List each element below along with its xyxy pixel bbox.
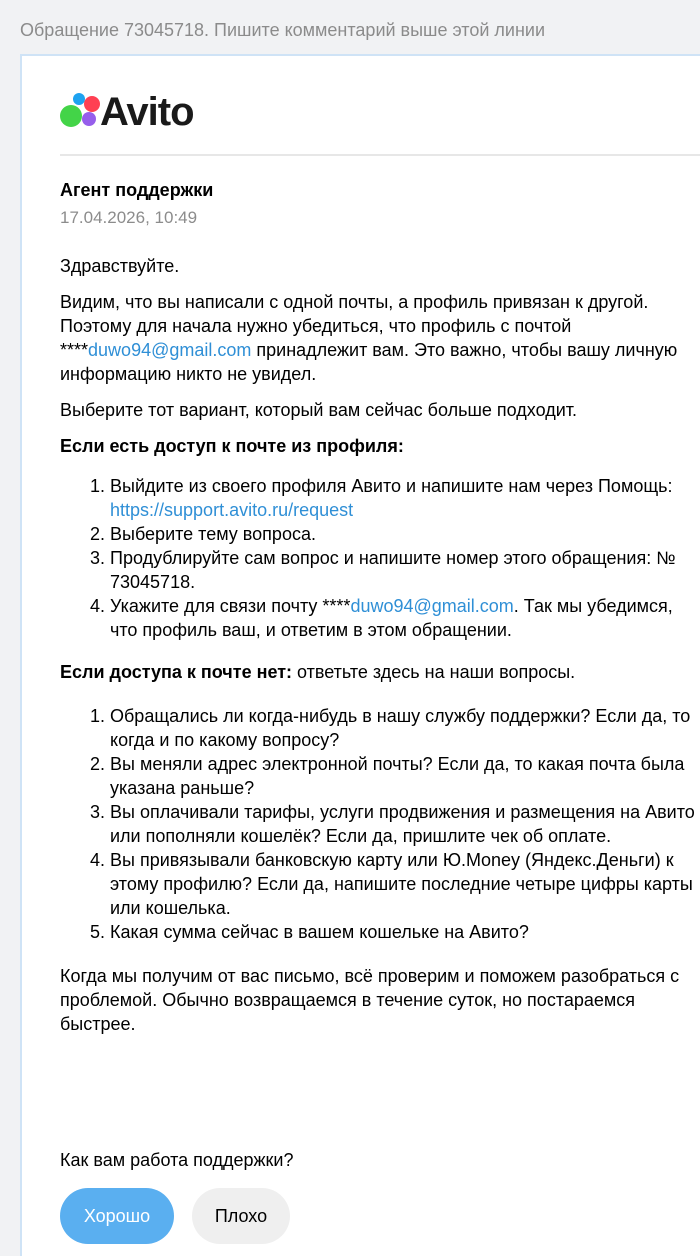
email-link[interactable]: duwo94@gmail.com — [88, 340, 252, 360]
section-2-list — [60, 704, 700, 944]
reply-line — [0, 0, 700, 56]
closing-paragraph: Когда мы получим от вас письмо, всё проверим и поможем разобраться с проблемой. Обычно возвращаемся в течение суток, но постараемся быстрее. — [60, 966, 680, 1034]
support-link[interactable]: https://support.avito.ru/request — [110, 500, 354, 520]
list-item: 3. Вы оплачивали тарифы, услуги продвижения и размещения на Авито или пополняли кошелёк? Если да, пришлите чек об оплате. — [110, 800, 700, 848]
reply-line-text: Обращение 73045718. Пишите комментарий выше этой линии — [20, 20, 546, 40]
paragraph-2: Выберите тот вариант, который вам сейчас больше подходит. — [60, 400, 578, 420]
bad-button[interactable]: Плохо — [192, 1188, 290, 1244]
list-item: 2. Выберите тему вопроса. — [110, 522, 700, 546]
email-link[interactable]: duwo94@gmail.com — [350, 596, 514, 616]
list-item: 3. Продублируйте сам вопрос и напишите номер этого обращения: № 73045718. — [110, 546, 700, 594]
paragraph-1: Видим, что вы написали с одной почты, а профиль привязан к другой. Поэтому для начала нужно убедиться, что профиль с почтой ****duwo94@gmail.com принадлежит вам. Это важно, чтобы вашу личную информацию никто не увидел. — [60, 292, 678, 384]
message-body — [60, 178, 700, 1036]
avito-logo-icon — [60, 92, 100, 132]
list-item: 4. Укажите для связи почту ****duwo94@gmail.com. Так мы убедимся, что профиль ваш, и ответим в этом обращении. — [110, 594, 700, 642]
good-button[interactable]: Хорошо — [60, 1188, 174, 1244]
list-item: 5. Какая сумма сейчас в вашем кошельке на Авито? — [110, 920, 700, 944]
section-1-title: Если есть доступ к почте из профиля: — [60, 436, 404, 456]
email-card — [20, 54, 700, 1256]
logo-text: Avito — [100, 90, 194, 134]
list-item: 1. Обращались ли когда-нибудь в нашу службу поддержки? Если да, то когда и по какому вопросу? — [110, 704, 700, 752]
section-1-list — [60, 474, 700, 642]
greeting: Здравствуйте. — [60, 256, 180, 276]
avito-logo — [60, 92, 194, 132]
list-item: 1. Выйдите из своего профиля Авито и напишите нам через Помощь: https://support.avito.ru/request — [110, 474, 700, 522]
message-date: 17.04.2026, 10:49 — [60, 208, 198, 227]
list-item: 2. Вы меняли адрес электронной почты? Если да, то какая почта была указана раньше? — [110, 752, 700, 800]
divider — [60, 154, 700, 156]
feedback-question: Как вам работа поддержки? — [60, 1150, 294, 1170]
section-2-title: Если доступа к почте нет: ответьте здесь на наши вопросы. — [60, 662, 576, 682]
agent-name: Агент поддержки — [60, 180, 214, 200]
list-item: 4. Вы привязывали банковскую карту или Ю.Money (Яндекс.Деньги) к этому профилю? Если да, напишите последние четыре цифры карты или кошелька. — [110, 848, 700, 920]
